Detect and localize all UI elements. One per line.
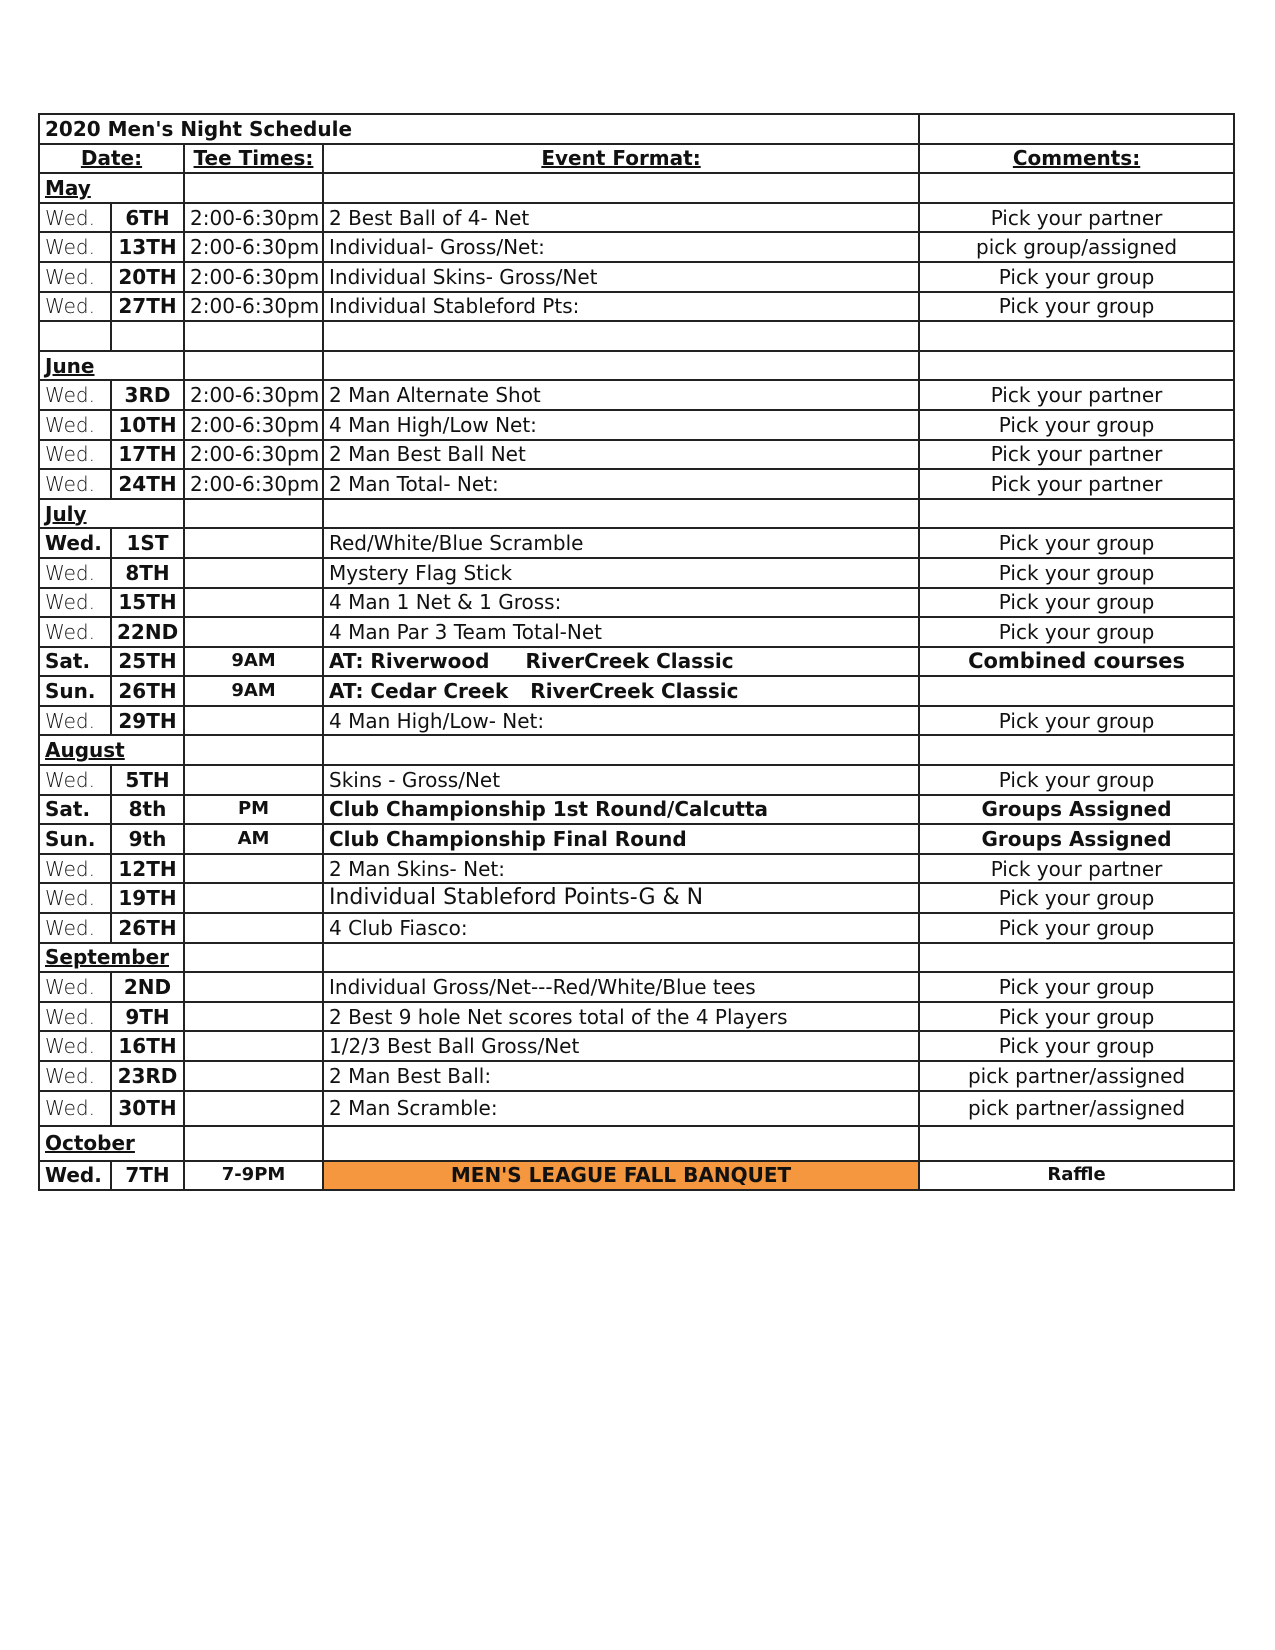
table-row [39,854,1234,884]
date-cell: 6TH [111,203,184,233]
table-row [39,1161,1234,1191]
title-row [39,114,1234,144]
table-row [39,588,1234,618]
tee-time-cell [184,765,323,795]
table-row [39,1002,1234,1032]
tee-time-cell: 7-9PM [184,1161,323,1191]
date-cell: 24TH [111,469,184,499]
comment-cell: Pick your partner [919,469,1234,499]
month-label: September [39,943,184,973]
event-name: RiverCreek Classic [525,649,734,674]
table-row [39,469,1234,499]
event-cell: Skins - Gross/Net [323,765,919,795]
month-row-june [39,351,1234,381]
event-cell: 2 Man Best Ball Net [323,440,919,470]
comment-cell: Pick your partner [919,854,1234,884]
day-cell: Sun. [39,824,111,854]
tee-time-cell: 2:00-6:30pm [184,292,323,322]
event-cell: 4 Man 1 Net & 1 Gross: [323,588,919,618]
table-row [39,972,1234,1002]
schedule-table [38,113,1235,1191]
event-cell: 2 Best Ball of 4- Net [323,203,919,233]
header-row [39,144,1234,174]
tee-time-cell [184,854,323,884]
day-cell: Wed. [39,913,111,943]
day-cell: Wed. [39,469,111,499]
comment-cell: pick group/assigned [919,232,1234,262]
tee-time-cell: AM [184,824,323,854]
tee-time-cell: 2:00-6:30pm [184,410,323,440]
day-cell: Wed. [39,1161,111,1191]
table-row [39,410,1234,440]
event-cell [323,647,919,677]
event-cell: 2 Man Skins- Net: [323,854,919,884]
comment-cell: Pick your group [919,1002,1234,1032]
tee-time-cell [184,972,323,1002]
event-location: AT: Riverwood [329,649,490,674]
tee-time-cell: 9AM [184,676,323,706]
date-cell: 2ND [111,972,184,1002]
date-cell: 26TH [111,913,184,943]
event-cell: Red/White/Blue Scramble [323,528,919,558]
comment-cell [919,676,1234,706]
event-cell [323,676,919,706]
table-row [39,1031,1234,1061]
tee-time-cell: PM [184,795,323,825]
table-row [39,913,1234,943]
comment-cell: Raffle [919,1161,1234,1191]
day-cell: Wed. [39,1091,111,1126]
day-cell: Wed. [39,203,111,233]
comment-cell: pick partner/assigned [919,1091,1234,1126]
event-cell: Club Championship Final Round [323,824,919,854]
event-cell: 1/2/3 Best Ball Gross/Net [323,1031,919,1061]
event-cell: Individual Stableford Points-G & N [323,883,919,913]
event-cell: Individual Gross/Net---Red/White/Blue tees [323,972,919,1002]
day-cell: Wed. [39,617,111,647]
month-label: August [39,735,184,765]
header-tee-times: Tee Times: [184,144,323,174]
date-cell: 25TH [111,647,184,677]
month-label: May [39,173,184,203]
event-cell: Individual- Gross/Net: [323,232,919,262]
day-cell: Wed. [39,410,111,440]
day-cell: Wed. [39,528,111,558]
event-cell: Mystery Flag Stick [323,558,919,588]
date-cell: 26TH [111,676,184,706]
day-cell: Wed. [39,883,111,913]
comment-cell: Pick your group [919,292,1234,322]
comment-cell: Pick your partner [919,203,1234,233]
tee-time-cell [184,558,323,588]
comment-cell: Pick your partner [919,380,1234,410]
comment-cell: Combined courses [919,647,1234,677]
date-cell: 1ST [111,528,184,558]
day-cell: Wed. [39,558,111,588]
date-cell: 30TH [111,1091,184,1126]
tee-time-cell [184,528,323,558]
tee-time-cell [184,1061,323,1091]
day-cell: Wed. [39,232,111,262]
comment-cell: pick partner/assigned [919,1061,1234,1091]
date-cell: 12TH [111,854,184,884]
month-row-july [39,499,1234,529]
comment-cell: Pick your group [919,1031,1234,1061]
date-cell: 15TH [111,588,184,618]
date-cell: 22ND [111,617,184,647]
comment-cell: Pick your group [919,706,1234,736]
day-cell: Wed. [39,262,111,292]
tee-time-cell [184,588,323,618]
table-row [39,617,1234,647]
event-name: RiverCreek Classic [530,679,739,704]
table-row [39,528,1234,558]
header-comments: Comments: [919,144,1234,174]
tee-time-cell: 9AM [184,647,323,677]
tee-time-cell [184,1031,323,1061]
event-cell: 4 Club Fiasco: [323,913,919,943]
table-row [39,706,1234,736]
event-cell: 4 Man Par 3 Team Total-Net [323,617,919,647]
banquet-event-cell: MEN'S LEAGUE FALL BANQUET [323,1161,919,1191]
day-cell: Wed. [39,972,111,1002]
header-date: Date: [39,144,184,174]
comment-cell: Pick your partner [919,440,1234,470]
comment-cell: Pick your group [919,765,1234,795]
header-event-format: Event Format: [323,144,919,174]
comment-cell: Groups Assigned [919,824,1234,854]
date-cell: 16TH [111,1031,184,1061]
table-row [39,262,1234,292]
tee-time-cell [184,617,323,647]
tee-time-cell [184,883,323,913]
table-row [39,647,1234,677]
page-title: 2020 Men's Night Schedule [39,114,919,144]
date-cell: 10TH [111,410,184,440]
day-cell: Wed. [39,380,111,410]
date-cell: 17TH [111,440,184,470]
day-cell: Wed. [39,440,111,470]
table-row [39,824,1234,854]
day-cell: Sat. [39,795,111,825]
comment-cell: Pick your group [919,558,1234,588]
month-row-may [39,173,1234,203]
event-cell: 2 Best 9 hole Net scores total of the 4 Players [323,1002,919,1032]
table-row [39,795,1234,825]
day-cell: Wed. [39,1002,111,1032]
tee-time-cell: 2:00-6:30pm [184,232,323,262]
table-row [39,380,1234,410]
comment-cell: Pick your group [919,972,1234,1002]
table-row [39,232,1234,262]
table-row [39,203,1234,233]
day-cell: Wed. [39,1031,111,1061]
event-cell: 2 Man Best Ball: [323,1061,919,1091]
event-location: AT: Cedar Creek [329,679,509,704]
event-cell: 2 Man Scramble: [323,1091,919,1126]
month-row-september [39,943,1234,973]
date-cell: 13TH [111,232,184,262]
event-cell: Club Championship 1st Round/Calcutta [323,795,919,825]
comment-cell: Pick your group [919,617,1234,647]
date-cell: 8th [111,795,184,825]
day-cell: Wed. [39,706,111,736]
event-cell: 2 Man Alternate Shot [323,380,919,410]
date-cell: 19TH [111,883,184,913]
title-blank-cell [919,114,1234,144]
tee-time-cell: 2:00-6:30pm [184,380,323,410]
day-cell: Sun. [39,676,111,706]
comment-cell: Pick your group [919,410,1234,440]
date-cell: 9TH [111,1002,184,1032]
day-cell: Wed. [39,765,111,795]
comment-cell: Pick your group [919,528,1234,558]
date-cell: 3RD [111,380,184,410]
event-cell: 2 Man Total- Net: [323,469,919,499]
table-row [39,883,1234,913]
table-row [39,676,1234,706]
tee-time-cell [184,706,323,736]
event-cell: 4 Man High/Low Net: [323,410,919,440]
month-row-october [39,1126,1234,1161]
date-cell: 5TH [111,765,184,795]
tee-time-cell [184,913,323,943]
day-cell: Wed. [39,292,111,322]
date-cell: 27TH [111,292,184,322]
date-cell: 20TH [111,262,184,292]
tee-time-cell: 2:00-6:30pm [184,440,323,470]
comment-cell: Pick your group [919,588,1234,618]
event-cell: Individual Stableford Pts: [323,292,919,322]
day-cell: Wed. [39,588,111,618]
table-row [39,765,1234,795]
day-cell: Wed. [39,1061,111,1091]
event-cell: Individual Skins- Gross/Net [323,262,919,292]
date-cell: 8TH [111,558,184,588]
table-row [39,440,1234,470]
table-row [39,1061,1234,1091]
date-cell: 7TH [111,1161,184,1191]
month-label: June [39,351,184,381]
month-label: October [39,1126,184,1161]
table-row [39,1091,1234,1126]
tee-time-cell: 2:00-6:30pm [184,203,323,233]
day-cell: Sat. [39,647,111,677]
comment-cell: Pick your group [919,913,1234,943]
date-cell: 23RD [111,1061,184,1091]
table-row [39,292,1234,322]
month-row-august [39,735,1234,765]
table-row [39,558,1234,588]
comment-cell: Groups Assigned [919,795,1234,825]
comment-cell: Pick your group [919,262,1234,292]
tee-time-cell: 2:00-6:30pm [184,262,323,292]
date-cell: 29TH [111,706,184,736]
tee-time-cell [184,1002,323,1032]
date-cell: 9th [111,824,184,854]
day-cell: Wed. [39,854,111,884]
tee-time-cell: 2:00-6:30pm [184,469,323,499]
tee-time-cell [184,1091,323,1126]
comment-cell: Pick your group [919,883,1234,913]
event-cell: 4 Man High/Low- Net: [323,706,919,736]
month-label: July [39,499,184,529]
spacer-row [39,321,1234,351]
